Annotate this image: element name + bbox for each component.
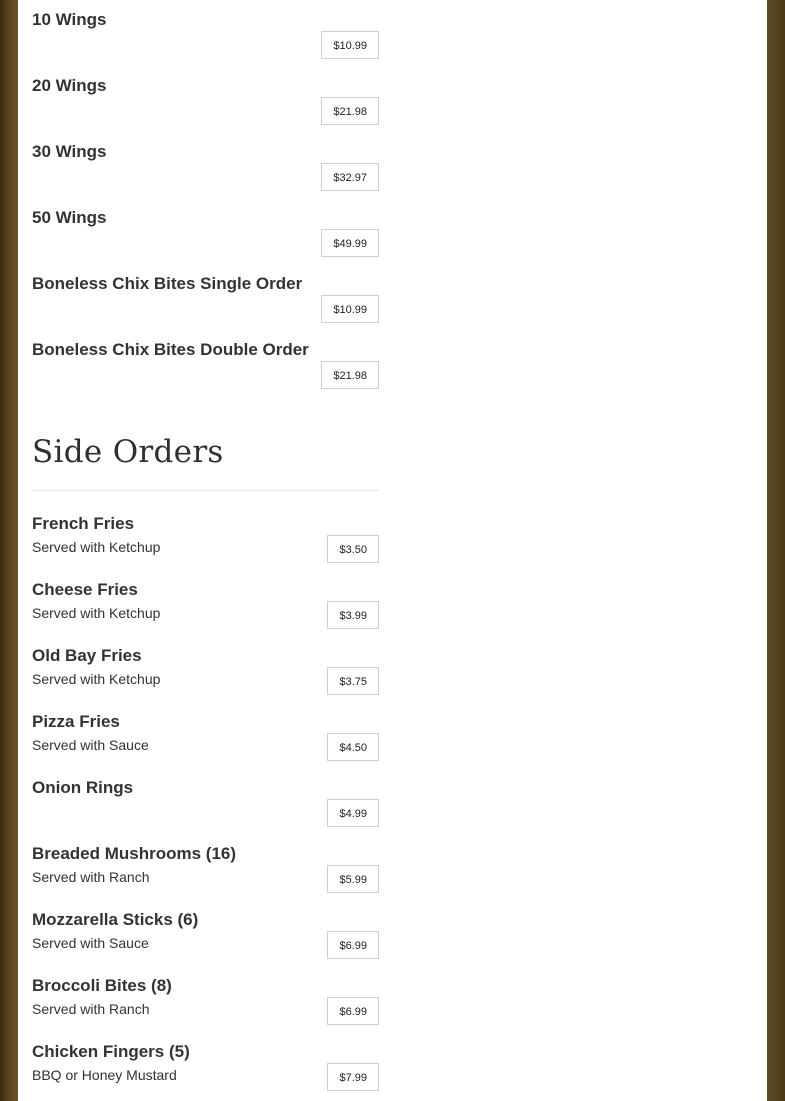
item-description: Served with Ketchup	[32, 539, 161, 555]
price-button[interactable]: $49.99	[321, 229, 379, 257]
item-name: Onion Rings	[32, 778, 134, 797]
item-name: 10 Wings	[32, 10, 107, 29]
side-orders-section	[32, 504, 379, 1098]
item-name: Breaded Mushrooms (16)	[32, 844, 237, 863]
item-name: Chicken Fingers (5)	[32, 1042, 190, 1061]
item-name: Boneless Chix Bites Single Order	[32, 274, 303, 293]
price-button[interactable]: $6.99	[327, 931, 379, 959]
menu-item	[32, 0, 379, 66]
item-name: French Fries	[32, 514, 135, 533]
item-description: Served with Ketchup	[32, 605, 161, 621]
menu-item	[32, 834, 379, 900]
menu-item	[32, 1032, 379, 1098]
menu-page	[18, 0, 767, 1101]
item-description: Served with Ranch	[32, 1001, 150, 1017]
price-button[interactable]: $4.50	[327, 733, 379, 761]
menu-item	[32, 264, 379, 330]
menu-item	[32, 636, 379, 702]
menu-item	[32, 504, 379, 570]
price-button[interactable]: $6.99	[327, 997, 379, 1025]
price-button[interactable]: $3.75	[327, 667, 379, 695]
menu-item	[32, 900, 379, 966]
price-button[interactable]: $21.98	[321, 361, 379, 389]
item-name: Broccoli Bites (8)	[32, 976, 172, 995]
item-name: 20 Wings	[32, 76, 107, 95]
item-description: Served with Ketchup	[32, 671, 161, 687]
item-name: Pizza Fries	[32, 712, 120, 731]
item-name: 30 Wings	[32, 142, 107, 161]
section-heading: Side Orders	[32, 434, 224, 470]
item-description: Served with Sauce	[32, 935, 149, 951]
menu-item	[32, 132, 379, 198]
price-button[interactable]: $21.98	[321, 97, 379, 125]
price-button[interactable]: $10.99	[321, 31, 379, 59]
section-divider	[32, 490, 379, 491]
price-button[interactable]: $10.99	[321, 295, 379, 323]
menu-item	[32, 702, 379, 768]
price-button[interactable]: $3.99	[327, 601, 379, 629]
item-description: Served with Ranch	[32, 869, 150, 885]
price-button[interactable]: $4.99	[327, 799, 379, 827]
menu-item	[32, 570, 379, 636]
price-button[interactable]: $32.97	[321, 163, 379, 191]
menu-item	[32, 66, 379, 132]
price-button[interactable]: $5.99	[327, 865, 379, 893]
menu-item	[32, 330, 379, 396]
menu-item	[32, 768, 379, 834]
item-name: 50 Wings	[32, 208, 107, 227]
price-button[interactable]: $3.50	[327, 535, 379, 563]
item-description: BBQ or Honey Mustard	[32, 1067, 177, 1083]
item-name: Mozzarella Sticks (6)	[32, 910, 199, 929]
menu-item	[32, 966, 379, 1032]
item-name: Old Bay Fries	[32, 646, 142, 665]
wings-section	[32, 0, 379, 396]
menu-item	[32, 198, 379, 264]
item-name: Boneless Chix Bites Double Order	[32, 340, 309, 359]
item-description: Served with Sauce	[32, 737, 149, 753]
price-button[interactable]: $7.99	[327, 1063, 379, 1091]
item-name: Cheese Fries	[32, 580, 138, 599]
